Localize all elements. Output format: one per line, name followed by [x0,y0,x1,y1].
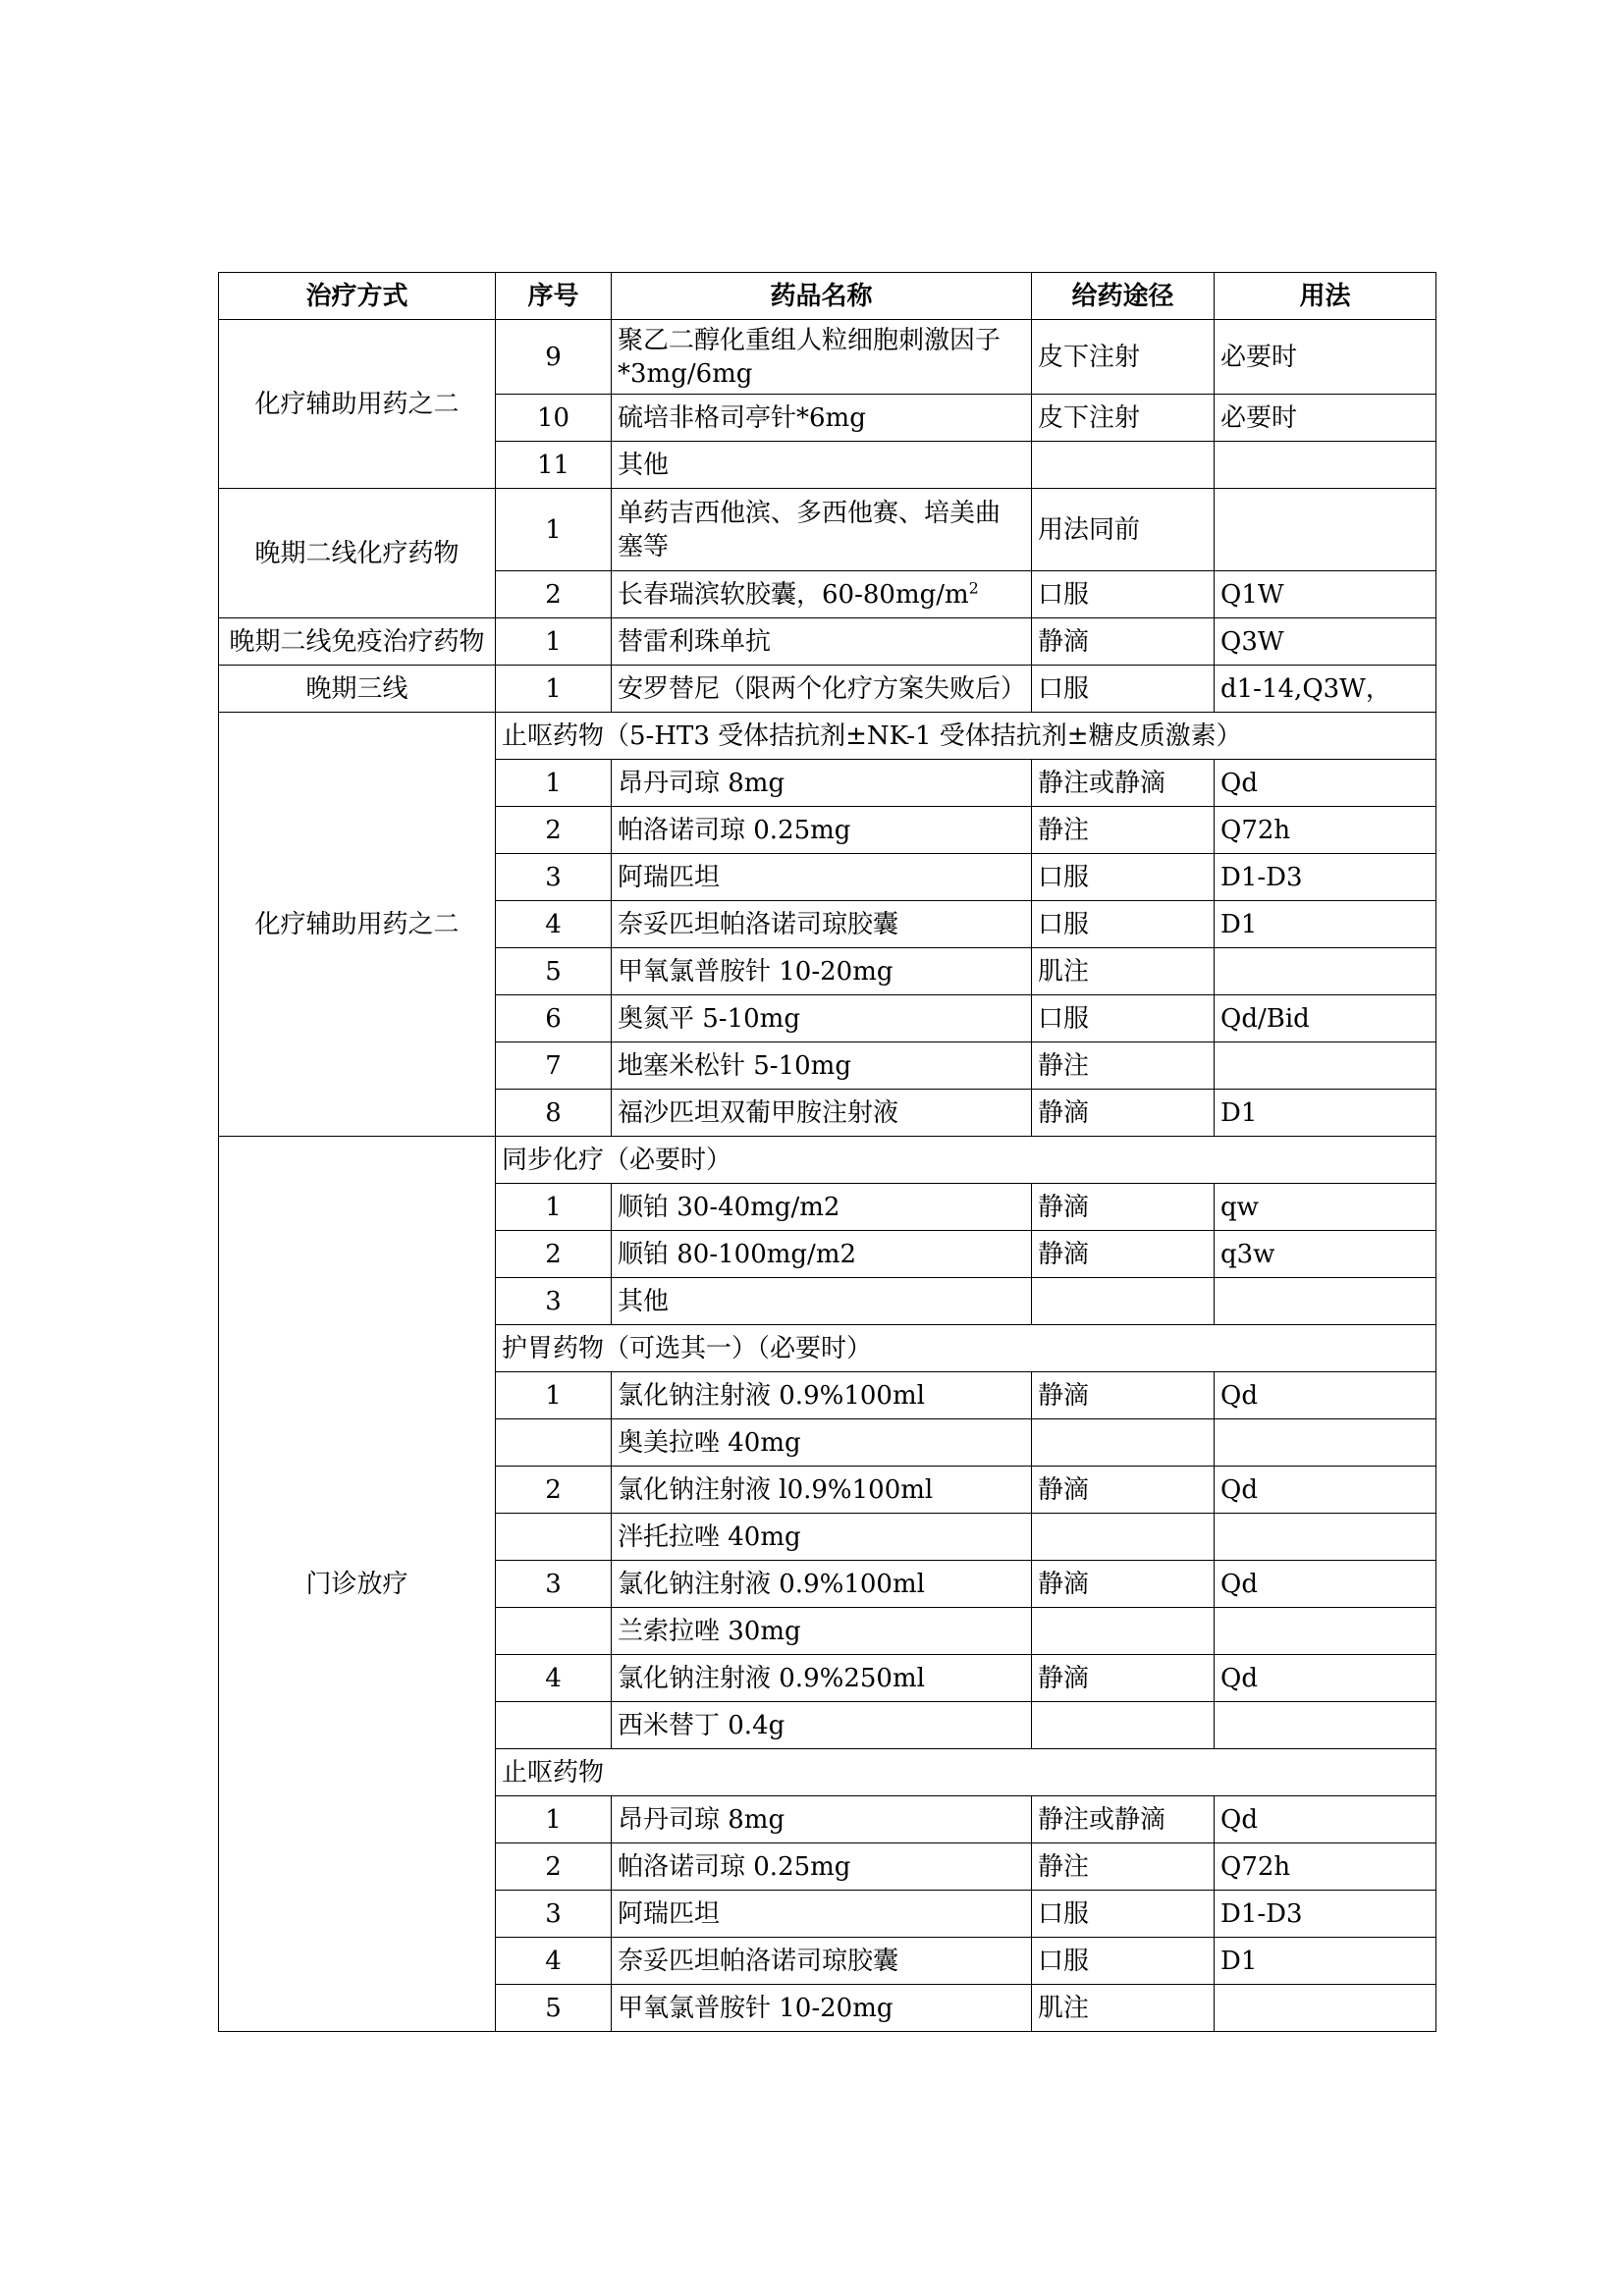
row-number: 2 [496,807,612,854]
row-number: 4 [496,1655,612,1702]
route: 静注 [1032,1042,1215,1090]
usage: Qd/Bid [1215,995,1436,1042]
drug-name: 昂丹司琼 8mg [612,760,1032,807]
drug-name: 聚乙二醇化重组人粒细胞刺激因子*3mg/6mg [612,320,1032,395]
usage [1215,1985,1436,2032]
usage [1215,489,1436,571]
drug-name: 顺铂 80-100mg/m2 [612,1231,1032,1278]
drug-name: 奥美拉唑 40mg [612,1419,1032,1467]
section-title: 护胃药物（可选其一）（必要时） [496,1325,1436,1372]
section-title: 同步化疗（必要时） [496,1137,1436,1184]
usage: D1-D3 [1215,854,1436,901]
row-number: 1 [496,666,612,713]
route: 静滴 [1032,1184,1215,1231]
drug-name: 替雷利珠单抗 [612,618,1032,666]
usage: 必要时 [1215,320,1436,395]
usage [1215,1278,1436,1325]
usage: 必要时 [1215,395,1436,442]
section-title: 止呕药物（5-HT3 受体拮抗剂±NK-1 受体拮抗剂±糖皮质激素） [496,713,1436,760]
drug-name [612,571,1032,618]
row-number: 5 [496,948,612,995]
usage: D1 [1215,1938,1436,1985]
usage [1215,948,1436,995]
route: 用法同前 [1032,489,1215,571]
drug-name: 顺铂 30-40mg/m2 [612,1184,1032,1231]
row-number: 3 [496,1561,612,1608]
usage: qw [1215,1184,1436,1231]
row-number: 11 [496,442,612,489]
route: 静滴 [1032,618,1215,666]
route: 肌注 [1032,1985,1215,2032]
drug-name: 昂丹司琼 8mg [612,1796,1032,1843]
route: 静滴 [1032,1090,1215,1137]
row-number: 1 [496,489,612,571]
drug-name: 安罗替尼（限两个化疗方案失败后） [612,666,1032,713]
section-row [219,1137,1436,1184]
category-cell: 门诊放疗 [219,1137,496,2032]
route [1032,1514,1215,1561]
route: 口服 [1032,901,1215,948]
route: 静注 [1032,1843,1215,1891]
route: 皮下注射 [1032,320,1215,395]
usage [1215,1419,1436,1467]
row-number: 3 [496,1891,612,1938]
row-number: 5 [496,1985,612,2032]
route: 口服 [1032,1938,1215,1985]
header-drug-name: 药品名称 [612,273,1032,320]
medication-table [218,272,1436,2032]
row-number: 2 [496,1231,612,1278]
route: 静注或静滴 [1032,1796,1215,1843]
table-row [219,320,1436,395]
row-number: 8 [496,1090,612,1137]
route: 口服 [1032,666,1215,713]
row-number: 4 [496,901,612,948]
usage: D1 [1215,1090,1436,1137]
table-row [219,666,1436,713]
usage: Q3W [1215,618,1436,666]
usage: Qd [1215,1467,1436,1514]
route [1032,1278,1215,1325]
section-title: 止呕药物 [496,1749,1436,1796]
drug-name: 氯化钠注射液 0.9%100ml [612,1372,1032,1419]
category-cell: 晚期三线 [219,666,496,713]
row-number: 2 [496,571,612,618]
row-number: 1 [496,1372,612,1419]
usage [1215,1514,1436,1561]
route: 肌注 [1032,948,1215,995]
usage [1215,442,1436,489]
usage [1215,1702,1436,1749]
usage: Qd [1215,1796,1436,1843]
usage: Qd [1215,1372,1436,1419]
route [1032,442,1215,489]
usage [1215,1042,1436,1090]
drug-name: 西米替丁 0.4g [612,1702,1032,1749]
row-number [496,1608,612,1655]
route: 口服 [1032,571,1215,618]
row-number [496,1702,612,1749]
row-number: 4 [496,1938,612,1985]
route: 口服 [1032,995,1215,1042]
section-row [219,713,1436,760]
row-number: 7 [496,1042,612,1090]
row-number [496,1419,612,1467]
header-row [219,273,1436,320]
category-cell: 化疗辅助用药之二 [219,713,496,1137]
route: 静滴 [1032,1561,1215,1608]
route [1032,1419,1215,1467]
drug-name: 硫培非格司亭针*6mg [612,395,1032,442]
row-number [496,1514,612,1561]
row-number: 6 [496,995,612,1042]
drug-name: 其他 [612,442,1032,489]
row-number: 2 [496,1467,612,1514]
drug-name: 阿瑞匹坦 [612,1891,1032,1938]
usage: Qd [1215,1655,1436,1702]
usage: Qd [1215,1561,1436,1608]
route: 静注 [1032,807,1215,854]
row-number: 1 [496,618,612,666]
drug-name-text: 长春瑞滨软胶囊，60-80mg/m [618,579,969,610]
row-number: 2 [496,1843,612,1891]
drug-name: 甲氧氯普胺针 10-20mg [612,948,1032,995]
table-row [219,618,1436,666]
row-number: 1 [496,1796,612,1843]
drug-name: 氯化钠注射液 l0.9%100ml [612,1467,1032,1514]
header-route: 给药途径 [1032,273,1215,320]
drug-name: 帕洛诺司琼 0.25mg [612,807,1032,854]
usage: Qd [1215,760,1436,807]
usage: D1 [1215,901,1436,948]
route: 口服 [1032,854,1215,901]
category-cell: 晚期二线化疗药物 [219,489,496,618]
route: 皮下注射 [1032,395,1215,442]
row-number: 1 [496,1184,612,1231]
drug-name: 兰索拉唑 30mg [612,1608,1032,1655]
usage: q3w [1215,1231,1436,1278]
row-number: 1 [496,760,612,807]
drug-name: 单药吉西他滨、多西他赛、培美曲塞等 [612,489,1032,571]
route [1032,1608,1215,1655]
usage: Q1W [1215,571,1436,618]
superscript: 2 [968,577,979,597]
category-cell: 晚期二线免疫治疗药物 [219,618,496,666]
drug-name: 其他 [612,1278,1032,1325]
usage: d1-14,Q3W， [1215,666,1436,713]
route: 静滴 [1032,1467,1215,1514]
drug-name: 泮托拉唑 40mg [612,1514,1032,1561]
usage: Q72h [1215,1843,1436,1891]
header-treatment: 治疗方式 [219,273,496,320]
route: 静滴 [1032,1231,1215,1278]
row-number: 10 [496,395,612,442]
drug-name: 氯化钠注射液 0.9%100ml [612,1561,1032,1608]
drug-name: 福沙匹坦双葡甲胺注射液 [612,1090,1032,1137]
usage: Q72h [1215,807,1436,854]
route [1032,1702,1215,1749]
drug-name: 奈妥匹坦帕洛诺司琼胶囊 [612,901,1032,948]
row-number: 3 [496,854,612,901]
header-usage: 用法 [1215,273,1436,320]
drug-name: 甲氧氯普胺针 10-20mg [612,1985,1032,2032]
drug-name: 地塞米松针 5-10mg [612,1042,1032,1090]
usage [1215,1608,1436,1655]
category-cell: 化疗辅助用药之二 [219,320,496,489]
route: 静滴 [1032,1372,1215,1419]
header-number: 序号 [496,273,612,320]
drug-name: 氯化钠注射液 0.9%250ml [612,1655,1032,1702]
row-number: 3 [496,1278,612,1325]
route: 静滴 [1032,1655,1215,1702]
route: 口服 [1032,1891,1215,1938]
usage: D1-D3 [1215,1891,1436,1938]
drug-name: 阿瑞匹坦 [612,854,1032,901]
route: 静注或静滴 [1032,760,1215,807]
drug-name: 帕洛诺司琼 0.25mg [612,1843,1032,1891]
drug-name: 奥氮平 5-10mg [612,995,1032,1042]
row-number: 9 [496,320,612,395]
drug-name: 奈妥匹坦帕洛诺司琼胶囊 [612,1938,1032,1985]
table-row [219,489,1436,571]
